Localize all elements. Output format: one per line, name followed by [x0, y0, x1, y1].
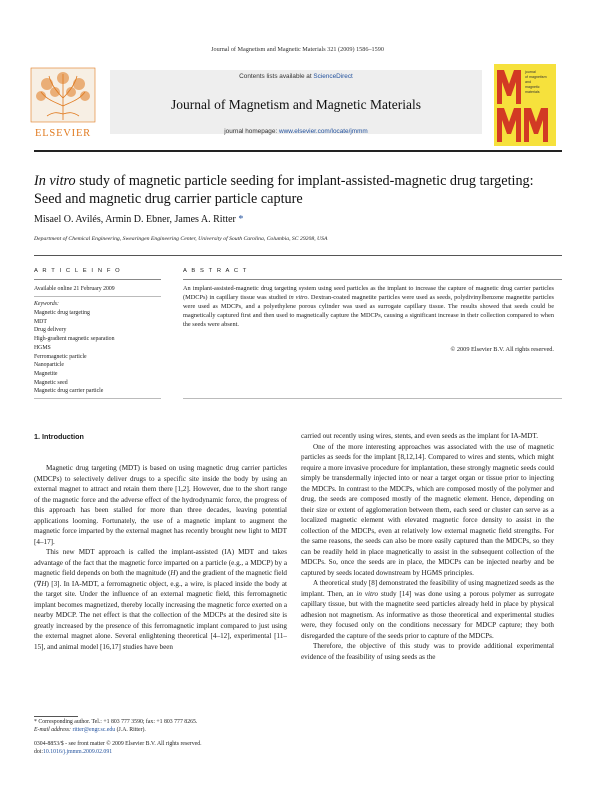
article-info-bottom-rule [34, 398, 161, 399]
homepage-link[interactable]: www.elsevier.com/locate/jmmm [278, 128, 368, 135]
keywords-heading: Keywords: [34, 301, 59, 307]
paragraph: carried out recently using wires, stents, and even seeds as the implant for IA-MDT. [301, 432, 539, 440]
keyword-item: Magnetic seed [34, 379, 68, 386]
corresponding-author-mark[interactable]: * [235, 214, 244, 225]
elsevier-logo[interactable] [27, 66, 99, 140]
article-info-divider [34, 296, 161, 297]
footnote-corresponding: * Corresponding author. Tel.: +1 803 777 3590; fax: +1 803 777 8265. [34, 719, 198, 725]
cover-line-1: journal [525, 70, 536, 74]
paragraph [34, 547, 287, 652]
paragraph-text: This new MDT approach is called the implant-assisted (IA) MDT and takes advantage of the fact that the magnetic force imparted on a particle (e.g., a MDCP) by a magnetic field depends on both the magnitude ( [34, 548, 287, 577]
journal-cover[interactable] [494, 64, 556, 146]
abstract-bottom-rule [183, 398, 562, 399]
publisher-logo-text: ELSEVIER [35, 128, 91, 139]
section-gap [34, 453, 287, 464]
article-info-rule [34, 279, 161, 280]
contents-prefix: Contents lists available at [239, 73, 314, 80]
abstract-italic: in vitro [288, 293, 308, 301]
paragraph [301, 578, 554, 641]
keyword-item: Ferromagnetic particle [34, 353, 87, 360]
abstract-heading: A B S T R A C T [183, 268, 248, 274]
keyword-item: Nanoparticle [34, 362, 64, 369]
body-column-left [34, 432, 287, 652]
abstract-part-1: An implant-assisted-magnetic drug targeting system using seed particles as the implant to increase the capture of magnetic drug carrier particles (MDCPs) in capillary tissue was studied [183, 285, 554, 301]
paragraph: Magnetic drug targeting (MDT) is based on using magnetic drug carrier particles (MDCPs) to selectively deliver drugs to a specific site inside the body by using an external magnet to attract and retain them there [1,2]. However, due to the short range of the magnetic force and the adverse effect of the hydrodynamic force, the progress of this approach has been stalled for more than three decades, leaving potential applications looming. Fortunately, the use of a magnetic implant to augment the magnetic force imparted by the external magnet has recently brought new light to MDT [4–17]. [34, 464, 287, 546]
article-title [34, 172, 554, 208]
email-link[interactable]: ritter@engr.sc.edu [72, 727, 116, 733]
keyword-list [34, 309, 164, 396]
title-rule [34, 255, 562, 256]
elsevier-tree-icon [27, 66, 99, 140]
masthead-rule [34, 150, 562, 152]
online-date: Available online 21 February 2009 [34, 286, 115, 292]
abstract-rule [183, 279, 562, 280]
mmm-cover-icon [494, 64, 556, 146]
paragraph: One of the more interesting approaches was associated with the use of magnetic particles as seeds for the implant [8,12,14]. Compared to wires and stents, which might require a more invasive procedure for implantation, these strongly magnetic seeds could simply be transdermally injected into or near a target organ or tissue prior to injecting the MDCPs. In contrast to the MDCPs, which are composed mostly of the polymer and drug, the seeds are composed mostly of the magnetic element. Hence, depending on their size or extent of agglomeration between them, each seed or cluster can serve as a localized magnetic element with elevated magnetic force density to assist in the collection of the MDCPs, even at relatively low external magnetic field strengths. For the same reasons, the seeds can also be more easily captured than the MDCPs, so they can be readily held in place magnetically to assist in the subsequent collection of the MDCPs. So, once the seeds are in place, the MDCPs can be injected nearby and be captured by seeds located downstream by HGMS principles. [301, 442, 554, 577]
symbol-h: H [170, 569, 176, 577]
title-italic: In vitro [34, 173, 76, 189]
keyword-item: High-gradient magnetic separation [34, 336, 115, 343]
article-info-heading: A R T I C L E I N F O [34, 268, 122, 274]
title-rest: study of magnetic particle seeding for implant-assisted-magnetic drug targeting: Seed and magnetic drug carrier particle capture [34, 173, 534, 207]
contents-line [110, 73, 482, 80]
issn-line: 0304-8853/$ - see front matter © 2009 Elsevier B.V. All rights reserved. [34, 741, 202, 747]
paragraph-italic: in vitro [356, 589, 379, 598]
paragraph-text: A theoretical study [8] demonstrated the feasibility of using magnetized seeds as the implant. Then, an [301, 579, 554, 598]
copyright-notice: © 2009 Elsevier B.V. All rights reserved. [450, 346, 554, 353]
keyword-item: Drug delivery [34, 327, 67, 334]
symbol-h: H [41, 579, 47, 588]
affiliation: Department of Chemical Engineering, Swearingen Engineering Center, University of South Carolina, Columbia, SC 29208, USA [34, 236, 328, 242]
keyword-item: Magnetic drug carrier particle [34, 388, 104, 395]
cover-line-2: of magnetism [525, 75, 547, 79]
footnote-rule [34, 716, 78, 717]
cover-line-5: materials [525, 90, 540, 94]
email-suffix: (J.A. Ritter). [115, 727, 146, 733]
body-column-right [301, 431, 554, 662]
doi-label: doi: [34, 749, 44, 755]
email-label: E-mail address: [34, 727, 73, 733]
footnote-email [34, 726, 146, 734]
keyword-item: MDT [34, 318, 47, 325]
paragraph-text: ) and the gradient of the magnetic field (∇ [34, 569, 288, 588]
cover-line-3: and [525, 80, 531, 84]
paragraph: Therefore, the objective of this study was to provide additional experimental evidence of the feasibility of using seeds as the [301, 642, 554, 661]
keyword-item: HGMS [34, 344, 51, 351]
authors [34, 214, 554, 225]
sciencedirect-link[interactable]: ScienceDirect [313, 73, 353, 80]
abstract-part-2: . Dextran-coated magnetite particles were used as seeds, polydivinylbenzene magnetite particles were used as MDCPs, and a polyethylene porous cylinder was used as surrogate capillary tissue. The results showed that seeds could be magnetically captured first and then used to magnetically capture the MDCPs, causing a significant increase in their collection compared to when the seeds were absent. [183, 293, 554, 328]
homepage-line [110, 128, 482, 135]
doi-line [34, 749, 112, 755]
cover-line-4: magnetic [525, 85, 540, 89]
paragraph-text: ) [3]. In IA-MDT, a ferromagnetic object, e.g., a wire, is placed inside the body at the target site. Under the influence of an external magnetic field, this ferromagnetic implant becomes magnetized, thereby locally increasing the magnetic force exerted on a nearby MDCP. The net effect is that the collection of the MDCPs at the desired site is greatly increased by the presence of this ferromagnetic implant compared to just using the external magnet alone. Several enlightening theoretical [4–12], experimental [11–15], and animal model [16,17] studies have been [34, 579, 287, 651]
doi-link[interactable]: 10.1016/j.jmmm.2009.02.091 [43, 749, 113, 755]
abstract-text [183, 285, 554, 330]
paragraph-text: study [14] was done using a porous polymer as surrogate capillary tissue, but with the magnetite seed particles already held in place by physical adhesion not magnetism. As informative as those theoretical and experimental studies were, they focused only on the conditions necessary for MDCP capture; they both disregarded the capture of the seeds prior to capture of the MDCPs. [301, 589, 555, 640]
homepage-prefix: journal homepage: [224, 128, 279, 135]
keyword-item: Magnetic drug targeting [34, 310, 90, 316]
journal-title: Journal of Magnetism and Magnetic Materials [170, 97, 422, 112]
author-names: Misael O. Avilés, Armin D. Ebner, James A. Ritter [34, 214, 236, 225]
keyword-item: Magnetite [34, 370, 58, 377]
section-title-introduction: 1. Introduction [34, 432, 84, 441]
running-head: Journal of Magnetism and Magnetic Materials 321 (2009) 1586–1590 [211, 46, 384, 53]
